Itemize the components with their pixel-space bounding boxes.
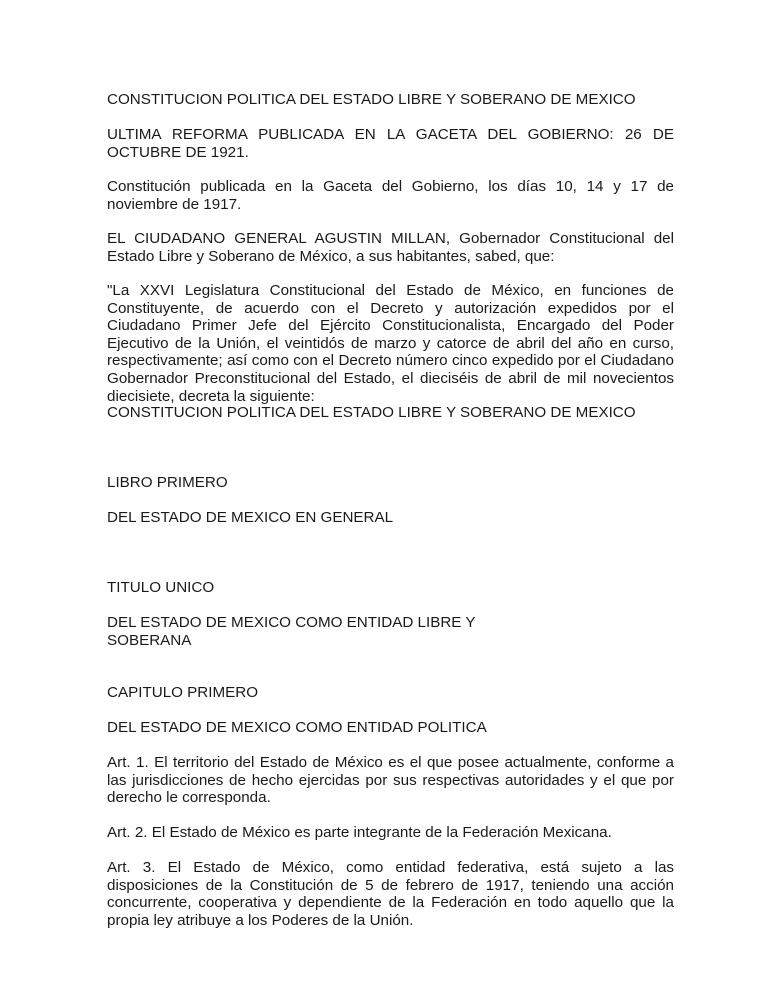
titulo-subheading-line-1: DEL ESTADO DE MEXICO COMO ENTIDAD LIBRE Y xyxy=(107,614,476,631)
titulo-subheading-line-2: SOBERANA xyxy=(107,631,192,649)
capitulo-subheading: DEL ESTADO DE MEXICO COMO ENTIDAD POLITICA xyxy=(107,719,487,736)
capitulo-heading: CAPITULO PRIMERO xyxy=(107,684,259,701)
libro-subheading: DEL ESTADO DE MEXICO EN GENERAL xyxy=(107,509,394,526)
article-1: Art. 1. El territorio del Estado de México es el que posee actualmente, conforme a las jurisdicciones de hecho ejercidas por sus respectivas autoridades y el que por derecho le corresponda. xyxy=(107,754,674,807)
preamble: "La XXVI Legislatura Constitucional del Estado de México, en funciones de Constituyente, de acuerdo con el Decreto y autorización expedidos por el Ciudadano Primer Jefe del Ejército Constitucionalista, Encargado del Poder Ejecutivo de la Unión, el veintidós de marzo y catorce de abril del año en curso, respectivamente; así como con el Decreto número cinco expedido por el Ciudadano Gobernador Preconstitucional del Estado, el dieciséis de abril de mil novecientos diecisiete, decreta la siguiente: xyxy=(107,282,674,405)
titulo-heading: TITULO UNICO xyxy=(107,579,215,596)
libro-heading: LIBRO PRIMERO xyxy=(107,474,228,491)
document-title: CONSTITUCION POLITICA DEL ESTADO LIBRE Y SOBERANO DE MEXICO xyxy=(107,91,636,108)
title-repeat: CONSTITUCION POLITICA DEL ESTADO LIBRE Y SOBERANO DE MEXICO xyxy=(107,404,636,421)
proclamation: EL CIUDADANO GENERAL AGUSTIN MILLAN, Gobernador Constitucional del Estado Libre y Soberano de México, a sus habitantes, sabed, que: xyxy=(107,230,674,265)
article-3: Art. 3. El Estado de México, como entidad federativa, está sujeto a las disposiciones de la Constitución de 5 de febrero de 1917, teniendo una acción concurrente, cooperativa y dependiente de la Federación en todo aquello que la propia ley atribuye a los Poderes de la Unión. xyxy=(107,859,674,929)
reform-note: ULTIMA REFORMA PUBLICADA EN LA GACETA DEL GOBIERNO: 26 DE OCTUBRE DE 1921. xyxy=(107,126,674,161)
publication-note: Constitución publicada en la Gaceta del Gobierno, los días 10, 14 y 17 de noviembre de 1917. xyxy=(107,178,674,213)
article-2: Art. 2. El Estado de México es parte integrante de la Federación Mexicana. xyxy=(107,824,612,841)
titulo-subheading xyxy=(107,614,674,649)
